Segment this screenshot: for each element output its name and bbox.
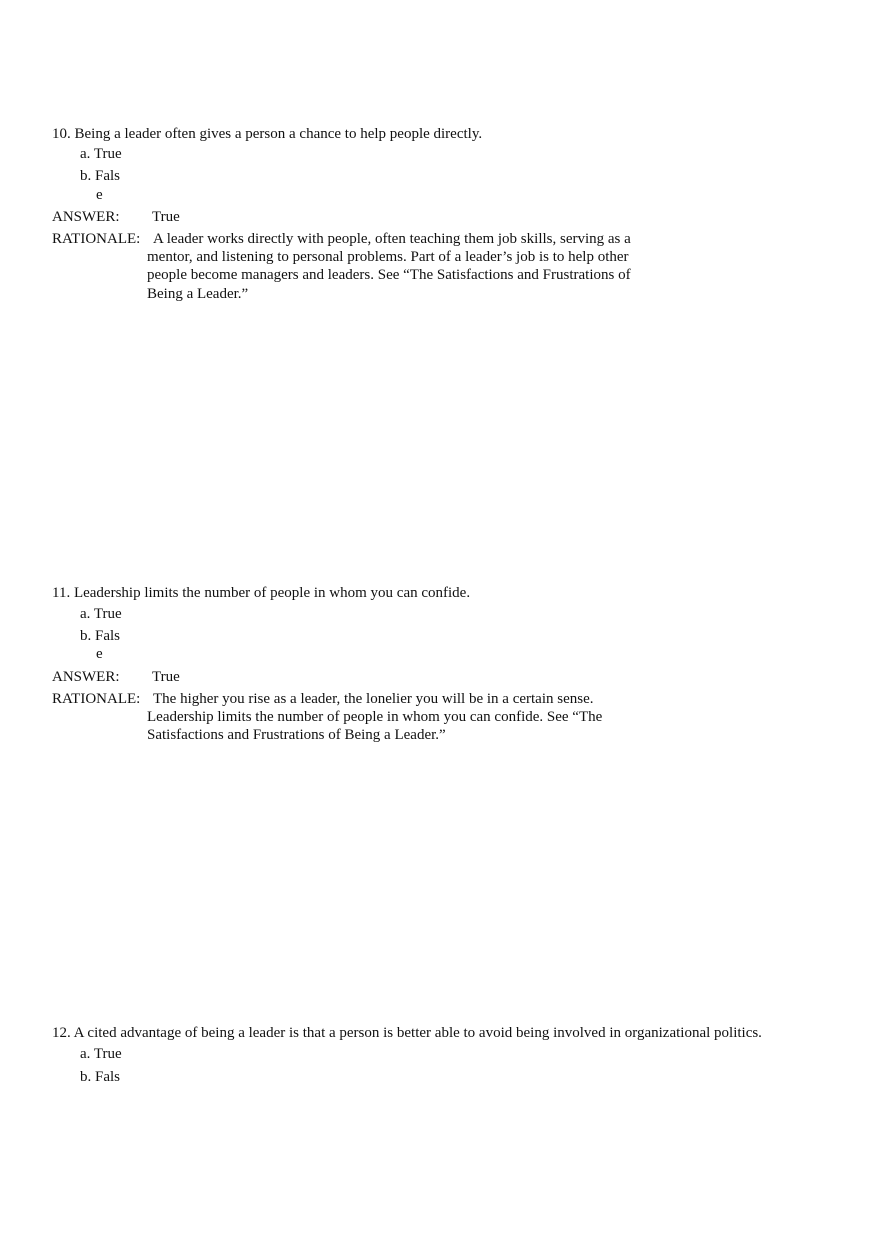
answer-label: ANSWER: bbox=[52, 209, 120, 225]
rationale-line: The higher you rise as a leader, the lonelier you will be in a certain sense. bbox=[153, 691, 594, 707]
option-b: b. Fals bbox=[80, 628, 121, 644]
option-b: b. Fals bbox=[80, 1069, 121, 1085]
answer-label: ANSWER: bbox=[52, 669, 120, 685]
option-b-wrap: e bbox=[96, 646, 103, 662]
rationale-line: A leader works directly with people, often teaching them job skills, serving as a bbox=[153, 231, 631, 247]
question-stem: 12. A cited advantage of being a leader is that a person is better able to avoid being involved in organizational politics. bbox=[52, 1025, 762, 1041]
answer-value: True bbox=[152, 669, 180, 685]
option-a: a. True bbox=[80, 606, 122, 622]
rationale-line: Being a Leader.” bbox=[147, 286, 249, 302]
option-b-wrap: e bbox=[96, 187, 103, 203]
option-b: b. Fals bbox=[80, 168, 121, 184]
option-a: a. True bbox=[80, 146, 122, 162]
answer-value: True bbox=[152, 209, 180, 225]
question-stem: 10. Being a leader often gives a person a chance to help people directly. bbox=[52, 126, 483, 142]
rationale-label: RATIONALE: bbox=[52, 231, 141, 247]
rationale-label: RATIONALE: bbox=[52, 691, 141, 707]
rationale-line: people become managers and leaders. See “The Satisfactions and Frustrations of bbox=[147, 267, 631, 283]
rationale-line: Leadership limits the number of people in whom you can confide. See “The bbox=[147, 709, 603, 725]
option-a: a. True bbox=[80, 1046, 122, 1062]
question-stem: 11. Leadership limits the number of people in whom you can confide. bbox=[52, 585, 471, 601]
rationale-line: Satisfactions and Frustrations of Being a Leader.” bbox=[147, 727, 446, 743]
rationale-line: mentor, and listening to personal problems. Part of a leader’s job is to help other bbox=[147, 249, 629, 265]
